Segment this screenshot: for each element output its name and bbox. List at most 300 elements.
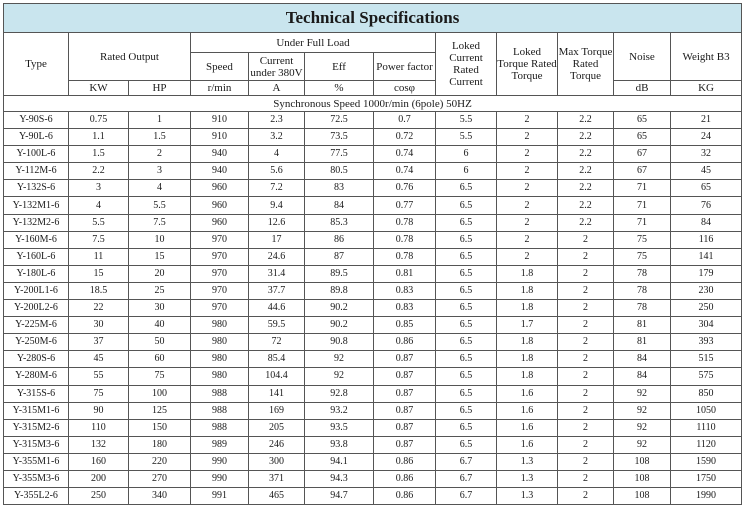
table-cell: Y-250M-6 [4,334,69,351]
table-cell: 0.86 [374,488,436,505]
table-cell: 85.4 [249,351,305,368]
table-cell: 2.2 [558,146,614,163]
table-cell: 0.86 [374,470,436,487]
header-rated-output: Rated Output [69,33,191,81]
table-cell: 970 [191,265,249,282]
table-cell: 1.8 [497,265,558,282]
table-cell: Y-355M3-6 [4,470,69,487]
table-cell: 1050 [671,402,742,419]
table-cell: 132 [69,436,129,453]
table-cell: 6.5 [436,248,497,265]
table-cell: 980 [191,317,249,334]
table-cell: 2 [497,180,558,197]
unit-speed: r/min [191,81,249,96]
table-cell: 45 [69,351,129,368]
table-cell: 2.2 [558,197,614,214]
table-cell: 10 [129,231,191,248]
header-locked-torque: Loked Torque Rated Torque [497,33,558,96]
header-locked-current: Loked Current Rated Current [436,33,497,96]
table-cell: 92.8 [305,385,374,402]
table-cell: 169 [249,402,305,419]
table-cell: 18.5 [69,282,129,299]
table-cell: 1.8 [497,368,558,385]
table-cell: 5.5 [129,197,191,214]
table-cell: 980 [191,368,249,385]
table-cell: 6.5 [436,265,497,282]
table-cell: 910 [191,112,249,129]
table-cell: 2 [558,419,614,436]
table-cell: 2.2 [69,163,129,180]
table-cell: 6.5 [436,214,497,231]
table-cell: 6.5 [436,300,497,317]
table-cell: 6.5 [436,402,497,419]
table-cell: 55 [69,368,129,385]
table-cell: 250 [671,300,742,317]
table-cell: 90.2 [305,317,374,334]
table-cell: 970 [191,300,249,317]
table-cell: 1.6 [497,436,558,453]
table-cell: 2 [558,231,614,248]
unit-eff: % [305,81,374,96]
table-cell: 92 [614,385,671,402]
table-cell: 988 [191,419,249,436]
table-cell: 250 [69,488,129,505]
table-cell: 2.2 [558,112,614,129]
table-cell: 4 [249,146,305,163]
table-cell: 65 [671,180,742,197]
table-cell: 2 [558,436,614,453]
table-cell: Y-200L1-6 [4,282,69,299]
table-cell: 179 [671,265,742,282]
table-cell: Y-200L2-6 [4,300,69,317]
table-cell: 970 [191,231,249,248]
table-cell: 108 [614,488,671,505]
table-cell: 0.87 [374,402,436,419]
table-cell: 850 [671,385,742,402]
table-cell: 6.5 [436,317,497,334]
table-cell: 72 [249,334,305,351]
header-max-torque: Max Torque Rated Torque [558,33,614,96]
table-row [4,163,742,180]
table-cell: 371 [249,470,305,487]
table-cell: 220 [129,453,191,470]
table-cell: 6.5 [436,419,497,436]
table-cell: 7.2 [249,180,305,197]
table-cell: 1110 [671,419,742,436]
table-cell: 988 [191,402,249,419]
table-row [4,282,742,299]
table-cell: 1 [129,112,191,129]
table-cell: 78 [614,265,671,282]
table-cell: 200 [69,470,129,487]
table-cell: 86 [305,231,374,248]
table-cell: 304 [671,317,742,334]
table-cell: 2 [558,248,614,265]
unit-noise: dB [614,81,671,96]
table-cell: 71 [614,214,671,231]
table-cell: 910 [191,129,249,146]
table-cell: 17 [249,231,305,248]
table-cell: 0.86 [374,453,436,470]
table-cell: 6.5 [436,282,497,299]
table-cell: 87 [305,248,374,265]
table-cell: 89.8 [305,282,374,299]
table-cell: 94.7 [305,488,374,505]
table-cell: Y-132M1-6 [4,197,69,214]
table-cell: 465 [249,488,305,505]
table-cell: 0.78 [374,248,436,265]
table-cell: Y-315M3-6 [4,436,69,453]
table-cell: 92 [614,402,671,419]
table-cell: 108 [614,470,671,487]
table-cell: 3.2 [249,129,305,146]
table-row [4,231,742,248]
table-cell: 6 [436,146,497,163]
table-cell: 15 [69,265,129,282]
table-row [4,419,742,436]
table-cell: Y-100L-6 [4,146,69,163]
table-cell: 970 [191,248,249,265]
table-cell: 246 [249,436,305,453]
table-cell: 6.5 [436,231,497,248]
table-cell: 5.5 [69,214,129,231]
table-body [4,112,742,505]
table-cell: 78 [614,300,671,317]
table-cell: 1590 [671,453,742,470]
table-cell: 980 [191,334,249,351]
table-row [4,368,742,385]
table-cell: 30 [129,300,191,317]
table-cell: 300 [249,453,305,470]
table-cell: 3 [69,180,129,197]
table-cell: Y-132S-6 [4,180,69,197]
table-cell: 2 [497,163,558,180]
table-row [4,470,742,487]
table-cell: 32 [671,146,742,163]
table-cell: 970 [191,282,249,299]
table-cell: 59.5 [249,317,305,334]
table-cell: 7.5 [129,214,191,231]
table-row [4,334,742,351]
table-cell: 37 [69,334,129,351]
table-row [4,488,742,505]
table-cell: 80.5 [305,163,374,180]
table-cell: 93.2 [305,402,374,419]
unit-kw: KW [69,81,129,96]
table-cell: Y-355M1-6 [4,453,69,470]
table-cell: 92 [305,368,374,385]
table-row [4,351,742,368]
table-row [4,197,742,214]
table-cell: 45 [671,163,742,180]
table-cell: 89.5 [305,265,374,282]
table-cell: 6.5 [436,334,497,351]
table-cell: 3 [129,163,191,180]
table-cell: 575 [671,368,742,385]
table-cell: 25 [129,282,191,299]
table-cell: 0.87 [374,436,436,453]
table-cell: 2 [558,470,614,487]
table-cell: 2 [129,146,191,163]
table-cell: 2 [497,112,558,129]
table-cell: 1990 [671,488,742,505]
table-cell: 1.8 [497,282,558,299]
table-cell: 81 [614,317,671,334]
table-cell: 2 [497,231,558,248]
unit-hp: HP [129,81,191,96]
table-cell: 1.5 [129,129,191,146]
table-title: Technical Specifications [4,4,742,33]
table-cell: 5.5 [436,112,497,129]
table-cell: 20 [129,265,191,282]
table-cell: 116 [671,231,742,248]
table-cell: 90 [69,402,129,419]
table-cell: 270 [129,470,191,487]
unit-power-factor: cosφ [374,81,436,96]
table-cell: 2.3 [249,112,305,129]
table-cell: 1.7 [497,317,558,334]
table-cell: 1.1 [69,129,129,146]
table-cell: 24 [671,129,742,146]
table-cell: 160 [69,453,129,470]
table-cell: 141 [249,385,305,402]
table-row [4,248,742,265]
table-cell: 960 [191,197,249,214]
table-row [4,453,742,470]
table-cell: 1.5 [69,146,129,163]
table-cell: 6.7 [436,470,497,487]
table-cell: 6.7 [436,453,497,470]
table-cell: 0.87 [374,351,436,368]
table-cell: 2 [558,300,614,317]
table-cell: Y-160M-6 [4,231,69,248]
table-cell: 12.6 [249,214,305,231]
table-cell: 75 [614,248,671,265]
table-cell: 2 [558,317,614,334]
table-cell: Y-355L2-6 [4,488,69,505]
table-cell: 960 [191,180,249,197]
table-cell: 990 [191,470,249,487]
table-row [4,214,742,231]
table-cell: 100 [129,385,191,402]
table-cell: Y-225M-6 [4,317,69,334]
table-cell: 4 [69,197,129,214]
spec-table [3,3,742,505]
table-cell: 2.2 [558,163,614,180]
table-cell: 230 [671,282,742,299]
table-cell: 75 [614,231,671,248]
table-cell: 65 [614,112,671,129]
table-cell: 0.74 [374,163,436,180]
table-cell: 6.5 [436,368,497,385]
table-cell: 44.6 [249,300,305,317]
table-cell: 93.8 [305,436,374,453]
table-cell: 2 [558,334,614,351]
table-row [4,402,742,419]
table-cell: 960 [191,214,249,231]
table-cell: 84 [305,197,374,214]
table-cell: 7.5 [69,231,129,248]
table-cell: 0.83 [374,282,436,299]
table-cell: 84 [614,351,671,368]
table-cell: 0.87 [374,368,436,385]
table-cell: 21 [671,112,742,129]
table-cell: 0.86 [374,334,436,351]
table-cell: 77.5 [305,146,374,163]
table-cell: 1.8 [497,334,558,351]
table-cell: 0.78 [374,231,436,248]
table-cell: Y-112M-6 [4,163,69,180]
table-cell: 2 [558,402,614,419]
table-cell: 6.5 [436,351,497,368]
header-speed: Speed [191,53,249,81]
table-cell: 0.81 [374,265,436,282]
table-cell: Y-280S-6 [4,351,69,368]
table-cell: 2 [558,453,614,470]
section-label: Synchronous Speed 1000r/min (6pole) 50HZ [4,96,742,112]
table-cell: 83 [305,180,374,197]
table-cell: 72.5 [305,112,374,129]
table-cell: 180 [129,436,191,453]
table-cell: 2.2 [558,129,614,146]
table-cell: 92 [614,419,671,436]
table-cell: 6.5 [436,436,497,453]
table-cell: 71 [614,180,671,197]
table-cell: 340 [129,488,191,505]
header-eff: Eff [305,53,374,81]
table-cell: 75 [129,368,191,385]
table-cell: 990 [191,453,249,470]
table-cell: 84 [614,368,671,385]
table-cell: 2 [497,248,558,265]
table-cell: 37.7 [249,282,305,299]
table-cell: 0.72 [374,129,436,146]
table-cell: 85.3 [305,214,374,231]
table-cell: 940 [191,146,249,163]
table-cell: 110 [69,419,129,436]
table-cell: Y-180L-6 [4,265,69,282]
table-cell: 2 [497,214,558,231]
table-cell: 1.3 [497,488,558,505]
table-cell: Y-90S-6 [4,112,69,129]
table-row [4,129,742,146]
table-cell: 75 [69,385,129,402]
table-cell: 67 [614,146,671,163]
table-cell: 5.6 [249,163,305,180]
table-cell: 0.75 [69,112,129,129]
table-cell: 2 [497,129,558,146]
table-cell: 40 [129,317,191,334]
table-cell: 2 [558,351,614,368]
table-cell: 73.5 [305,129,374,146]
table-cell: 1.6 [497,402,558,419]
table-cell: 11 [69,248,129,265]
table-cell: 1750 [671,470,742,487]
table-cell: Y-315M2-6 [4,419,69,436]
table-cell: 108 [614,453,671,470]
table-cell: 6.5 [436,180,497,197]
table-cell: 90.8 [305,334,374,351]
table-cell: 205 [249,419,305,436]
table-cell: Y-90L-6 [4,129,69,146]
unit-current: A [249,81,305,96]
table-cell: 2 [558,385,614,402]
table-cell: 71 [614,197,671,214]
header-type: Type [4,33,69,96]
table-cell: 0.77 [374,197,436,214]
spec-sheet [3,3,741,505]
table-cell: 125 [129,402,191,419]
table-cell: 988 [191,385,249,402]
table-row [4,146,742,163]
table-cell: 31.4 [249,265,305,282]
table-cell: 6.5 [436,197,497,214]
table-cell: 0.87 [374,385,436,402]
table-cell: 940 [191,163,249,180]
table-cell: 6.5 [436,385,497,402]
header-weight: Weight B3 [671,33,742,81]
table-cell: 92 [305,351,374,368]
table-cell: 1.8 [497,351,558,368]
table-cell: 0.87 [374,419,436,436]
table-cell: 93.5 [305,419,374,436]
table-cell: 141 [671,248,742,265]
table-cell: 1120 [671,436,742,453]
table-cell: 50 [129,334,191,351]
table-cell: 2 [558,282,614,299]
table-cell: 90.2 [305,300,374,317]
table-cell: Y-132M2-6 [4,214,69,231]
table-cell: 1.6 [497,419,558,436]
table-cell: 0.76 [374,180,436,197]
table-cell: 150 [129,419,191,436]
table-cell: 6.7 [436,488,497,505]
table-cell: 67 [614,163,671,180]
table-cell: 24.6 [249,248,305,265]
table-cell: 1.6 [497,385,558,402]
table-cell: 15 [129,248,191,265]
table-cell: 76 [671,197,742,214]
table-cell: 980 [191,351,249,368]
header-noise: Noise [614,33,671,81]
table-cell: 2.2 [558,180,614,197]
header-under-full-load: Under Full Load [191,33,436,53]
table-cell: 30 [69,317,129,334]
table-cell: 515 [671,351,742,368]
table-cell: 0.7 [374,112,436,129]
table-cell: 2 [558,368,614,385]
table-cell: 22 [69,300,129,317]
header-current: Current under 380V [250,54,303,79]
table-cell: 104.4 [249,368,305,385]
table-cell: Y-315S-6 [4,385,69,402]
table-cell: 1.3 [497,470,558,487]
table-cell: Y-160L-6 [4,248,69,265]
table-cell: 4 [129,180,191,197]
table-cell: 0.78 [374,214,436,231]
table-row [4,265,742,282]
table-cell: 2 [558,265,614,282]
unit-weight: KG [671,81,742,96]
table-cell: Y-280M-6 [4,368,69,385]
table-cell: 991 [191,488,249,505]
table-cell: 1.8 [497,300,558,317]
table-row [4,112,742,129]
table-cell: 2 [497,146,558,163]
table-row [4,385,742,402]
table-cell: 94.3 [305,470,374,487]
table-cell: 92 [614,436,671,453]
